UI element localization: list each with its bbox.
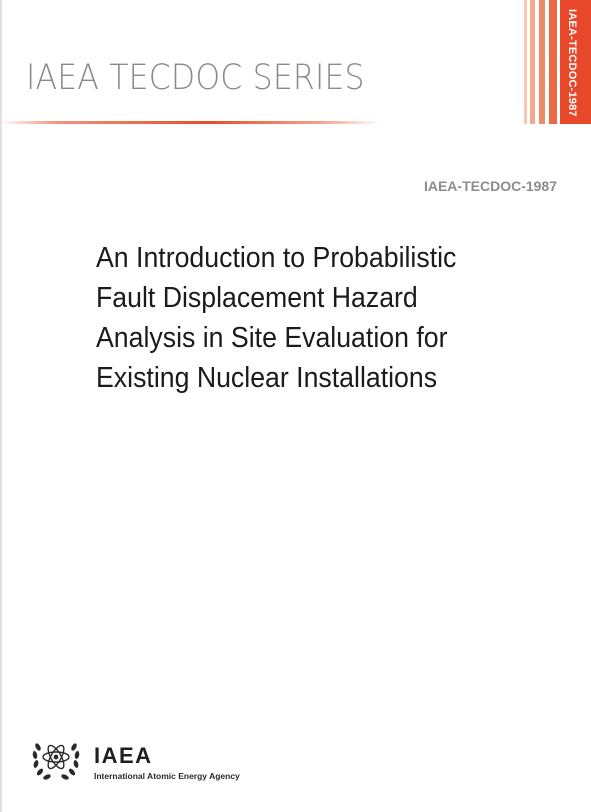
stripe-3	[539, 0, 545, 124]
stripe-1	[524, 0, 527, 124]
series-title: IAEA TECDOC SERIES	[26, 58, 365, 98]
spine-label: IAEA-TECDOC-1987	[566, 9, 578, 117]
agency-name: International Atomic Energy Agency	[94, 771, 240, 781]
iaea-atom-laurel-icon	[30, 735, 82, 783]
stripe-2	[530, 0, 535, 124]
title-line-4: Existing Nuclear Installations	[96, 362, 438, 394]
series-rule	[0, 121, 380, 124]
document-title	[96, 238, 538, 398]
logo-wordmark: IAEA	[94, 743, 153, 768]
title-line-3: Analysis in Site Evaluation for	[96, 322, 448, 354]
stripe-4	[549, 0, 557, 124]
iaea-logo	[30, 735, 310, 785]
title-line-1: An Introduction to Probabilistic	[96, 242, 457, 274]
document-number: IAEA-TECDOC-1987	[423, 178, 557, 194]
spine-tab	[560, 0, 591, 124]
title-line-2: Fault Displacement Hazard	[96, 282, 418, 314]
